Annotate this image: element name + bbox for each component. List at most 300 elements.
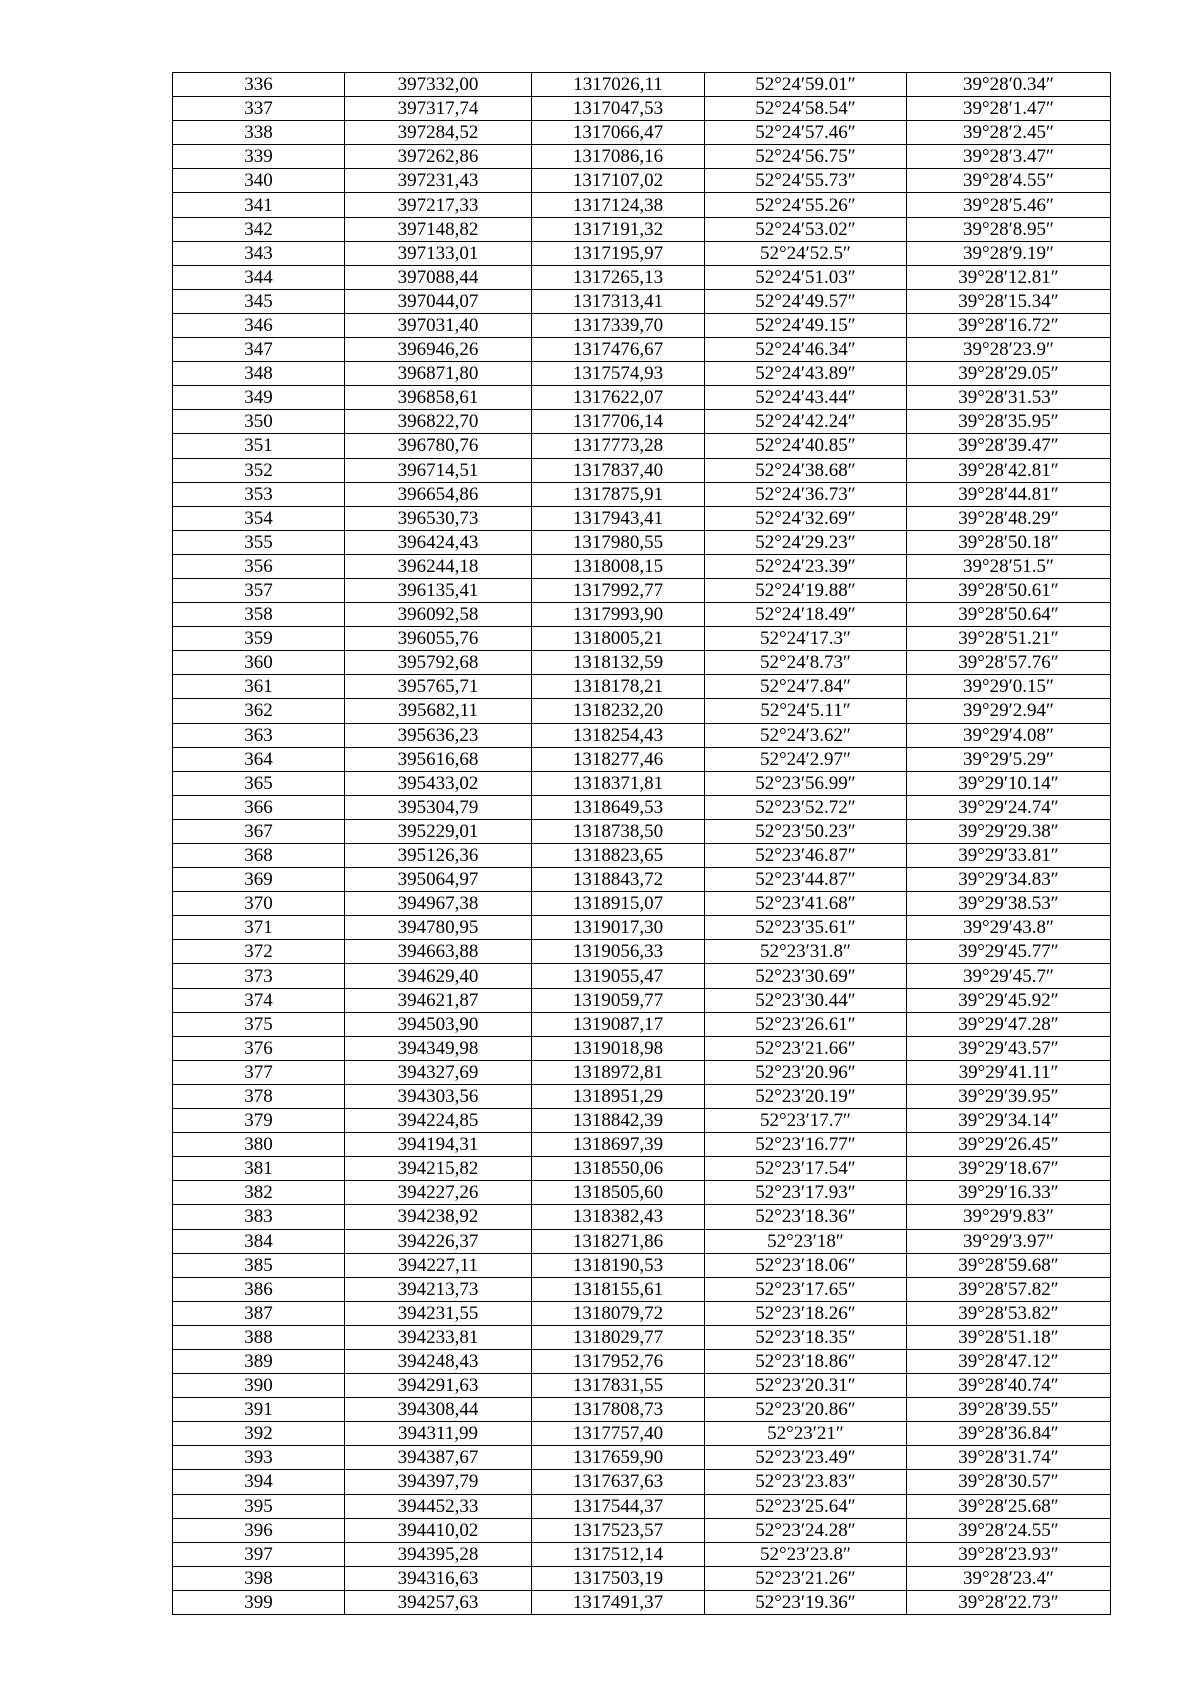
x-coordinate-cell: 394308,44: [345, 1398, 532, 1422]
table-row: [173, 386, 1111, 410]
latitude-cell: 52°24′49.15″: [705, 313, 907, 337]
latitude-cell: 52°23′21.66″: [705, 1036, 907, 1060]
latitude-cell: 52°24′43.44″: [705, 386, 907, 410]
longitude-cell: 39°29′38.53″: [907, 892, 1111, 916]
x-coordinate-cell: 394780,95: [345, 916, 532, 940]
latitude-cell: 52°24′5.11″: [705, 699, 907, 723]
table-row: [173, 1566, 1111, 1590]
table-row: [173, 482, 1111, 506]
point-number-cell: 342: [173, 217, 345, 241]
table-row: [173, 771, 1111, 795]
y-coordinate-cell: 1318190,53: [532, 1253, 705, 1277]
longitude-cell: 39°29′45.92″: [907, 988, 1111, 1012]
x-coordinate-cell: 396092,58: [345, 603, 532, 627]
latitude-cell: 52°23′23.8″: [705, 1542, 907, 1566]
x-coordinate-cell: 397317,74: [345, 97, 532, 121]
table-row: [173, 795, 1111, 819]
point-number-cell: 348: [173, 362, 345, 386]
x-coordinate-cell: 394257,63: [345, 1590, 532, 1614]
point-number-cell: 396: [173, 1518, 345, 1542]
latitude-cell: 52°24′55.73″: [705, 169, 907, 193]
y-coordinate-cell: 1317659,90: [532, 1446, 705, 1470]
point-number-cell: 393: [173, 1446, 345, 1470]
y-coordinate-cell: 1317773,28: [532, 434, 705, 458]
table-row: [173, 241, 1111, 265]
y-coordinate-cell: 1318029,77: [532, 1325, 705, 1349]
longitude-cell: 39°28′47.12″: [907, 1349, 1111, 1373]
longitude-cell: 39°28′29.05″: [907, 362, 1111, 386]
point-number-cell: 339: [173, 145, 345, 169]
point-number-cell: 359: [173, 627, 345, 651]
y-coordinate-cell: 1319055,47: [532, 964, 705, 988]
point-number-cell: 383: [173, 1205, 345, 1229]
longitude-cell: 39°28′50.18″: [907, 530, 1111, 554]
x-coordinate-cell: 394231,55: [345, 1301, 532, 1325]
y-coordinate-cell: 1318008,15: [532, 554, 705, 578]
point-number-cell: 340: [173, 169, 345, 193]
x-coordinate-cell: 394395,28: [345, 1542, 532, 1566]
latitude-cell: 52°23′19.36″: [705, 1590, 907, 1614]
y-coordinate-cell: 1318550,06: [532, 1157, 705, 1181]
y-coordinate-cell: 1317993,90: [532, 603, 705, 627]
table-row: [173, 675, 1111, 699]
x-coordinate-cell: 394233,81: [345, 1325, 532, 1349]
table-row: [173, 97, 1111, 121]
longitude-cell: 39°28′42.81″: [907, 458, 1111, 482]
latitude-cell: 52°24′46.34″: [705, 338, 907, 362]
table-row: [173, 723, 1111, 747]
y-coordinate-cell: 1317992,77: [532, 578, 705, 602]
longitude-cell: 39°28′51.21″: [907, 627, 1111, 651]
table-row: [173, 1325, 1111, 1349]
table-row: [173, 1422, 1111, 1446]
x-coordinate-cell: 397231,43: [345, 169, 532, 193]
table-row: [173, 964, 1111, 988]
point-number-cell: 360: [173, 651, 345, 675]
point-number-cell: 341: [173, 193, 345, 217]
latitude-cell: 52°24′36.73″: [705, 482, 907, 506]
point-number-cell: 365: [173, 771, 345, 795]
y-coordinate-cell: 1317339,70: [532, 313, 705, 337]
x-coordinate-cell: 396654,86: [345, 482, 532, 506]
longitude-cell: 39°28′36.84″: [907, 1422, 1111, 1446]
coordinates-table: [172, 72, 1111, 1615]
y-coordinate-cell: 1319017,30: [532, 916, 705, 940]
latitude-cell: 52°24′17.3″: [705, 627, 907, 651]
point-number-cell: 384: [173, 1229, 345, 1253]
longitude-cell: 39°28′51.18″: [907, 1325, 1111, 1349]
y-coordinate-cell: 1317503,19: [532, 1566, 705, 1590]
longitude-cell: 39°28′57.76″: [907, 651, 1111, 675]
table-row: [173, 1374, 1111, 1398]
y-coordinate-cell: 1318232,20: [532, 699, 705, 723]
latitude-cell: 52°24′56.75″: [705, 145, 907, 169]
table-row: [173, 1470, 1111, 1494]
x-coordinate-cell: 396135,41: [345, 578, 532, 602]
longitude-cell: 39°28′1.47″: [907, 97, 1111, 121]
latitude-cell: 52°24′52.5″: [705, 241, 907, 265]
x-coordinate-cell: 394621,87: [345, 988, 532, 1012]
table-row: [173, 1277, 1111, 1301]
y-coordinate-cell: 1317574,93: [532, 362, 705, 386]
y-coordinate-cell: 1317706,14: [532, 410, 705, 434]
y-coordinate-cell: 1317191,32: [532, 217, 705, 241]
x-coordinate-cell: 397217,33: [345, 193, 532, 217]
y-coordinate-cell: 1317491,37: [532, 1590, 705, 1614]
latitude-cell: 52°24′8.73″: [705, 651, 907, 675]
point-number-cell: 356: [173, 554, 345, 578]
table-row: [173, 169, 1111, 193]
x-coordinate-cell: 396530,73: [345, 506, 532, 530]
latitude-cell: 52°23′17.7″: [705, 1109, 907, 1133]
longitude-cell: 39°28′30.57″: [907, 1470, 1111, 1494]
table-row: [173, 1590, 1111, 1614]
point-number-cell: 347: [173, 338, 345, 362]
y-coordinate-cell: 1318505,60: [532, 1181, 705, 1205]
y-coordinate-cell: 1318005,21: [532, 627, 705, 651]
y-coordinate-cell: 1317086,16: [532, 145, 705, 169]
point-number-cell: 357: [173, 578, 345, 602]
point-number-cell: 358: [173, 603, 345, 627]
table-row: [173, 434, 1111, 458]
longitude-cell: 39°28′16.72″: [907, 313, 1111, 337]
longitude-cell: 39°29′43.8″: [907, 916, 1111, 940]
point-number-cell: 390: [173, 1374, 345, 1398]
table-row: [173, 313, 1111, 337]
x-coordinate-cell: 394327,69: [345, 1060, 532, 1084]
longitude-cell: 39°28′39.55″: [907, 1398, 1111, 1422]
longitude-cell: 39°28′3.47″: [907, 145, 1111, 169]
longitude-cell: 39°29′45.7″: [907, 964, 1111, 988]
latitude-cell: 52°24′49.57″: [705, 289, 907, 313]
latitude-cell: 52°24′32.69″: [705, 506, 907, 530]
latitude-cell: 52°23′26.61″: [705, 1012, 907, 1036]
table-row: [173, 1446, 1111, 1470]
latitude-cell: 52°23′46.87″: [705, 844, 907, 868]
latitude-cell: 52°24′2.97″: [705, 747, 907, 771]
latitude-cell: 52°24′38.68″: [705, 458, 907, 482]
table-row: [173, 458, 1111, 482]
longitude-cell: 39°28′0.34″: [907, 73, 1111, 97]
point-number-cell: 337: [173, 97, 345, 121]
longitude-cell: 39°29′9.83″: [907, 1205, 1111, 1229]
longitude-cell: 39°28′25.68″: [907, 1494, 1111, 1518]
table-row: [173, 410, 1111, 434]
point-number-cell: 353: [173, 482, 345, 506]
point-number-cell: 376: [173, 1036, 345, 1060]
y-coordinate-cell: 1319018,98: [532, 1036, 705, 1060]
table-row: [173, 1036, 1111, 1060]
latitude-cell: 52°23′18.35″: [705, 1325, 907, 1349]
latitude-cell: 52°24′59.01″: [705, 73, 907, 97]
longitude-cell: 39°29′47.28″: [907, 1012, 1111, 1036]
longitude-cell: 39°28′35.95″: [907, 410, 1111, 434]
y-coordinate-cell: 1317265,13: [532, 265, 705, 289]
y-coordinate-cell: 1318972,81: [532, 1060, 705, 1084]
table-row: [173, 892, 1111, 916]
table-row: [173, 916, 1111, 940]
x-coordinate-cell: 396946,26: [345, 338, 532, 362]
longitude-cell: 39°28′57.82″: [907, 1277, 1111, 1301]
latitude-cell: 52°24′40.85″: [705, 434, 907, 458]
y-coordinate-cell: 1318843,72: [532, 868, 705, 892]
y-coordinate-cell: 1318254,43: [532, 723, 705, 747]
y-coordinate-cell: 1317523,57: [532, 1518, 705, 1542]
latitude-cell: 52°23′20.19″: [705, 1084, 907, 1108]
y-coordinate-cell: 1317875,91: [532, 482, 705, 506]
latitude-cell: 52°23′20.31″: [705, 1374, 907, 1398]
longitude-cell: 39°28′8.95″: [907, 217, 1111, 241]
table-row: [173, 844, 1111, 868]
x-coordinate-cell: 395433,02: [345, 771, 532, 795]
x-coordinate-cell: 394967,38: [345, 892, 532, 916]
x-coordinate-cell: 396780,76: [345, 434, 532, 458]
y-coordinate-cell: 1318823,65: [532, 844, 705, 868]
point-number-cell: 378: [173, 1084, 345, 1108]
x-coordinate-cell: 394303,56: [345, 1084, 532, 1108]
longitude-cell: 39°28′22.73″: [907, 1590, 1111, 1614]
longitude-cell: 39°28′23.9″: [907, 338, 1111, 362]
x-coordinate-cell: 397284,52: [345, 121, 532, 145]
y-coordinate-cell: 1318178,21: [532, 675, 705, 699]
latitude-cell: 52°23′41.68″: [705, 892, 907, 916]
longitude-cell: 39°29′0.15″: [907, 675, 1111, 699]
latitude-cell: 52°23′24.28″: [705, 1518, 907, 1542]
point-number-cell: 351: [173, 434, 345, 458]
table-row: [173, 193, 1111, 217]
latitude-cell: 52°24′53.02″: [705, 217, 907, 241]
x-coordinate-cell: 394224,85: [345, 1109, 532, 1133]
point-number-cell: 399: [173, 1590, 345, 1614]
longitude-cell: 39°28′24.55″: [907, 1518, 1111, 1542]
table-row: [173, 530, 1111, 554]
latitude-cell: 52°23′20.96″: [705, 1060, 907, 1084]
latitude-cell: 52°23′17.93″: [705, 1181, 907, 1205]
y-coordinate-cell: 1318697,39: [532, 1133, 705, 1157]
longitude-cell: 39°29′2.94″: [907, 699, 1111, 723]
point-number-cell: 336: [173, 73, 345, 97]
x-coordinate-cell: 397031,40: [345, 313, 532, 337]
table-row: [173, 1398, 1111, 1422]
y-coordinate-cell: 1317512,14: [532, 1542, 705, 1566]
x-coordinate-cell: 396871,80: [345, 362, 532, 386]
table-row: [173, 1518, 1111, 1542]
point-number-cell: 372: [173, 940, 345, 964]
longitude-cell: 39°29′24.74″: [907, 795, 1111, 819]
table-row: [173, 651, 1111, 675]
longitude-cell: 39°28′50.61″: [907, 578, 1111, 602]
longitude-cell: 39°29′4.08″: [907, 723, 1111, 747]
latitude-cell: 52°23′21″: [705, 1422, 907, 1446]
latitude-cell: 52°23′17.54″: [705, 1157, 907, 1181]
point-number-cell: 367: [173, 819, 345, 843]
x-coordinate-cell: 394410,02: [345, 1518, 532, 1542]
latitude-cell: 52°24′57.46″: [705, 121, 907, 145]
x-coordinate-cell: 394503,90: [345, 1012, 532, 1036]
latitude-cell: 52°24′55.26″: [705, 193, 907, 217]
x-coordinate-cell: 395636,23: [345, 723, 532, 747]
table-row: [173, 1349, 1111, 1373]
x-coordinate-cell: 394226,37: [345, 1229, 532, 1253]
latitude-cell: 52°24′43.89″: [705, 362, 907, 386]
point-number-cell: 381: [173, 1157, 345, 1181]
latitude-cell: 52°23′23.49″: [705, 1446, 907, 1470]
latitude-cell: 52°24′7.84″: [705, 675, 907, 699]
point-number-cell: 394: [173, 1470, 345, 1494]
point-number-cell: 354: [173, 506, 345, 530]
table-row: [173, 265, 1111, 289]
table-row: [173, 338, 1111, 362]
x-coordinate-cell: 396244,18: [345, 554, 532, 578]
point-number-cell: 349: [173, 386, 345, 410]
y-coordinate-cell: 1318132,59: [532, 651, 705, 675]
table-row: [173, 1253, 1111, 1277]
y-coordinate-cell: 1318277,46: [532, 747, 705, 771]
point-number-cell: 377: [173, 1060, 345, 1084]
latitude-cell: 52°23′17.65″: [705, 1277, 907, 1301]
x-coordinate-cell: 397088,44: [345, 265, 532, 289]
latitude-cell: 52°23′18.36″: [705, 1205, 907, 1229]
x-coordinate-cell: 397332,00: [345, 73, 532, 97]
y-coordinate-cell: 1317066,47: [532, 121, 705, 145]
latitude-cell: 52°23′52.72″: [705, 795, 907, 819]
point-number-cell: 344: [173, 265, 345, 289]
latitude-cell: 52°23′21.26″: [705, 1566, 907, 1590]
table-row: [173, 940, 1111, 964]
longitude-cell: 39°29′33.81″: [907, 844, 1111, 868]
table-row: [173, 1494, 1111, 1518]
table-row: [173, 699, 1111, 723]
point-number-cell: 389: [173, 1349, 345, 1373]
latitude-cell: 52°23′20.86″: [705, 1398, 907, 1422]
point-number-cell: 363: [173, 723, 345, 747]
longitude-cell: 39°29′18.67″: [907, 1157, 1111, 1181]
latitude-cell: 52°23′44.87″: [705, 868, 907, 892]
x-coordinate-cell: 395126,36: [345, 844, 532, 868]
table-row: [173, 819, 1111, 843]
y-coordinate-cell: 1317476,67: [532, 338, 705, 362]
point-number-cell: 371: [173, 916, 345, 940]
y-coordinate-cell: 1317026,11: [532, 73, 705, 97]
longitude-cell: 39°28′48.29″: [907, 506, 1111, 530]
latitude-cell: 52°23′56.99″: [705, 771, 907, 795]
longitude-cell: 39°28′5.46″: [907, 193, 1111, 217]
y-coordinate-cell: 1317195,97: [532, 241, 705, 265]
table-row: [173, 1205, 1111, 1229]
table-row: [173, 145, 1111, 169]
latitude-cell: 52°23′16.77″: [705, 1133, 907, 1157]
point-number-cell: 355: [173, 530, 345, 554]
point-number-cell: 398: [173, 1566, 345, 1590]
latitude-cell: 52°23′30.44″: [705, 988, 907, 1012]
table-row: [173, 506, 1111, 530]
x-coordinate-cell: 395304,79: [345, 795, 532, 819]
longitude-cell: 39°29′41.11″: [907, 1060, 1111, 1084]
table-row: [173, 1133, 1111, 1157]
longitude-cell: 39°29′5.29″: [907, 747, 1111, 771]
latitude-cell: 52°24′23.39″: [705, 554, 907, 578]
y-coordinate-cell: 1317047,53: [532, 97, 705, 121]
x-coordinate-cell: 396055,76: [345, 627, 532, 651]
y-coordinate-cell: 1317124,38: [532, 193, 705, 217]
table-row: [173, 289, 1111, 313]
x-coordinate-cell: 394238,92: [345, 1205, 532, 1229]
x-coordinate-cell: 396424,43: [345, 530, 532, 554]
longitude-cell: 39°28′23.4″: [907, 1566, 1111, 1590]
longitude-cell: 39°28′12.81″: [907, 265, 1111, 289]
table-row: [173, 868, 1111, 892]
latitude-cell: 52°23′18.86″: [705, 1349, 907, 1373]
y-coordinate-cell: 1318738,50: [532, 819, 705, 843]
point-number-cell: 391: [173, 1398, 345, 1422]
latitude-cell: 52°24′29.23″: [705, 530, 907, 554]
point-number-cell: 374: [173, 988, 345, 1012]
x-coordinate-cell: 395792,68: [345, 651, 532, 675]
longitude-cell: 39°29′3.97″: [907, 1229, 1111, 1253]
point-number-cell: 361: [173, 675, 345, 699]
latitude-cell: 52°24′42.24″: [705, 410, 907, 434]
coordinates-table-body: [173, 73, 1111, 1615]
point-number-cell: 388: [173, 1325, 345, 1349]
point-number-cell: 343: [173, 241, 345, 265]
x-coordinate-cell: 395765,71: [345, 675, 532, 699]
longitude-cell: 39°29′26.45″: [907, 1133, 1111, 1157]
table-row: [173, 603, 1111, 627]
y-coordinate-cell: 1318649,53: [532, 795, 705, 819]
point-number-cell: 350: [173, 410, 345, 434]
y-coordinate-cell: 1317107,02: [532, 169, 705, 193]
point-number-cell: 369: [173, 868, 345, 892]
latitude-cell: 52°24′51.03″: [705, 265, 907, 289]
latitude-cell: 52°24′58.54″: [705, 97, 907, 121]
y-coordinate-cell: 1317943,41: [532, 506, 705, 530]
x-coordinate-cell: 394215,82: [345, 1157, 532, 1181]
longitude-cell: 39°29′45.77″: [907, 940, 1111, 964]
point-number-cell: 373: [173, 964, 345, 988]
x-coordinate-cell: 396714,51: [345, 458, 532, 482]
point-number-cell: 362: [173, 699, 345, 723]
y-coordinate-cell: 1318842,39: [532, 1109, 705, 1133]
x-coordinate-cell: 396822,70: [345, 410, 532, 434]
point-number-cell: 386: [173, 1277, 345, 1301]
table-row: [173, 1157, 1111, 1181]
table-row: [173, 1301, 1111, 1325]
point-number-cell: 352: [173, 458, 345, 482]
longitude-cell: 39°29′29.38″: [907, 819, 1111, 843]
longitude-cell: 39°28′15.34″: [907, 289, 1111, 313]
y-coordinate-cell: 1319087,17: [532, 1012, 705, 1036]
table-row: [173, 1181, 1111, 1205]
x-coordinate-cell: 394248,43: [345, 1349, 532, 1373]
y-coordinate-cell: 1317952,76: [532, 1349, 705, 1373]
latitude-cell: 52°23′18.06″: [705, 1253, 907, 1277]
point-number-cell: 370: [173, 892, 345, 916]
y-coordinate-cell: 1317757,40: [532, 1422, 705, 1446]
x-coordinate-cell: 394291,63: [345, 1374, 532, 1398]
longitude-cell: 39°29′16.33″: [907, 1181, 1111, 1205]
longitude-cell: 39°28′59.68″: [907, 1253, 1111, 1277]
latitude-cell: 52°24′18.49″: [705, 603, 907, 627]
point-number-cell: 385: [173, 1253, 345, 1277]
point-number-cell: 382: [173, 1181, 345, 1205]
longitude-cell: 39°29′39.95″: [907, 1084, 1111, 1108]
point-number-cell: 379: [173, 1109, 345, 1133]
y-coordinate-cell: 1318382,43: [532, 1205, 705, 1229]
point-number-cell: 338: [173, 121, 345, 145]
table-row: [173, 1060, 1111, 1084]
y-coordinate-cell: 1318915,07: [532, 892, 705, 916]
y-coordinate-cell: 1317808,73: [532, 1398, 705, 1422]
